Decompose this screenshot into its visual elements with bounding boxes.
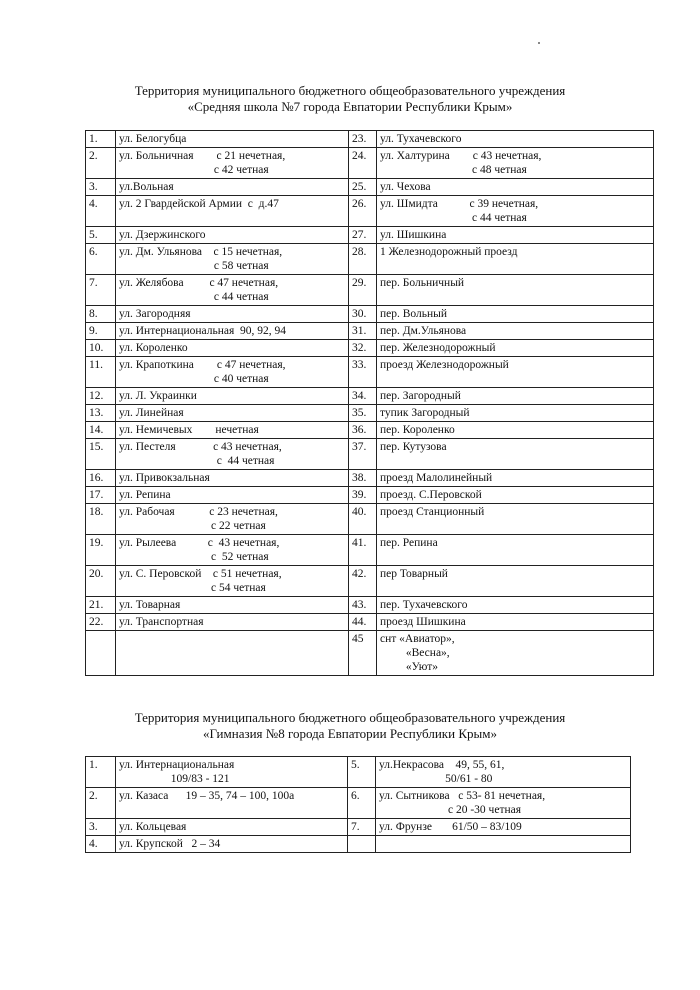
street-right-text: пер. Железнодорожный bbox=[380, 342, 496, 354]
street-right bbox=[377, 227, 654, 244]
street-right-text: проезд Малолинейный bbox=[380, 472, 493, 484]
row-number-left-text: 3. bbox=[89, 181, 98, 193]
row-number-right-text: 41. bbox=[352, 537, 367, 549]
street-right-text: пер. Короленко bbox=[380, 424, 455, 436]
street-left bbox=[116, 227, 349, 244]
row-number-right-text: 24. bbox=[352, 150, 367, 162]
street-right-text: ул. Сытникова с 53- 81 нечетная, с 20 -30 четная bbox=[379, 790, 546, 816]
row-number-left bbox=[86, 196, 116, 227]
street-right bbox=[377, 196, 654, 227]
street-right bbox=[377, 244, 654, 275]
gymnasium8-table-body bbox=[86, 757, 631, 853]
table-row bbox=[86, 244, 654, 275]
street-left-text: ул. Загородняя bbox=[119, 308, 191, 320]
street-right-text: проезд Станционный bbox=[380, 506, 485, 518]
street-right-text: проезд Железнодорожный bbox=[380, 359, 509, 371]
street-left bbox=[116, 487, 349, 504]
table-row bbox=[86, 227, 654, 244]
street-right-text: пер. Вольный bbox=[380, 308, 448, 320]
street-right-text: тупик Загородный bbox=[380, 407, 470, 419]
street-right-text: ул. Шишкина bbox=[380, 229, 447, 241]
row-number-right bbox=[348, 757, 376, 788]
street-right bbox=[377, 535, 654, 566]
street-left bbox=[116, 131, 349, 148]
row-number-right-text: 29. bbox=[352, 277, 367, 289]
street-left-text: ул. Желябова с 47 нечетная, с 44 четная bbox=[119, 277, 279, 303]
table-row bbox=[86, 836, 631, 853]
street-left bbox=[116, 244, 349, 275]
row-number-right bbox=[348, 836, 376, 853]
row-number-left bbox=[86, 614, 116, 631]
row-number-left bbox=[86, 422, 116, 439]
row-number-left-text: 5. bbox=[89, 229, 98, 241]
street-right bbox=[377, 405, 654, 422]
street-left-text: ул. Интернациональная 90, 92, 94 bbox=[119, 325, 287, 337]
table-row bbox=[86, 196, 654, 227]
street-right bbox=[377, 275, 654, 306]
row-number-right bbox=[349, 131, 377, 148]
street-right bbox=[377, 614, 654, 631]
row-number-right-text: 26. bbox=[352, 198, 367, 210]
street-right bbox=[377, 357, 654, 388]
table-row bbox=[86, 614, 654, 631]
street-left bbox=[116, 405, 349, 422]
row-number-left bbox=[86, 227, 116, 244]
row-number-left-text: 1. bbox=[89, 759, 98, 771]
row-number-left bbox=[86, 819, 116, 836]
street-left-text: ул. Крапоткина с 47 нечетная, с 40 четная bbox=[119, 359, 286, 385]
street-right bbox=[376, 788, 631, 819]
row-number-right bbox=[349, 388, 377, 405]
row-number-left bbox=[86, 535, 116, 566]
street-left-text: ул. Кольцевая bbox=[119, 821, 187, 833]
table-row bbox=[86, 597, 654, 614]
table-row bbox=[86, 340, 654, 357]
street-right bbox=[377, 306, 654, 323]
row-number-right-text: 31. bbox=[352, 325, 367, 337]
street-right-text: ул. Фрунзе 61/50 – 83/109 bbox=[379, 821, 522, 833]
row-number-right-text: 43. bbox=[352, 599, 367, 611]
street-left bbox=[116, 306, 349, 323]
row-number-right-text: 33. bbox=[352, 359, 367, 371]
street-left bbox=[116, 388, 349, 405]
street-left bbox=[116, 614, 349, 631]
scan-speck bbox=[538, 42, 540, 44]
row-number-left bbox=[86, 131, 116, 148]
row-number-left-text: 21. bbox=[89, 599, 104, 611]
street-left-text: ул. Пестеля с 43 нечетная, с 44 четная bbox=[119, 441, 282, 467]
table-row bbox=[86, 131, 654, 148]
row-number-right bbox=[349, 631, 377, 676]
row-number-right bbox=[349, 340, 377, 357]
street-right bbox=[377, 487, 654, 504]
row-number-left bbox=[86, 405, 116, 422]
street-right bbox=[377, 597, 654, 614]
street-left bbox=[116, 757, 348, 788]
row-number-right-text: 45 bbox=[352, 633, 364, 645]
row-number-left bbox=[86, 179, 116, 196]
row-number-left-text: 6. bbox=[89, 246, 98, 258]
street-left-text: ул. Казаса 19 – 35, 74 – 100, 100а bbox=[119, 790, 295, 802]
row-number-right-text: 40. bbox=[352, 506, 367, 518]
row-number-left-text: 17. bbox=[89, 489, 104, 501]
table-row bbox=[86, 535, 654, 566]
table-row bbox=[86, 487, 654, 504]
street-left-text: ул. Дзержинского bbox=[119, 229, 206, 241]
table-row bbox=[86, 439, 654, 470]
row-number-left-text: 7. bbox=[89, 277, 98, 289]
street-right bbox=[377, 148, 654, 179]
street-right-text: ул. Шмидта с 39 нечетная, с 44 четная bbox=[380, 198, 539, 224]
gymnasium8-heading bbox=[0, 710, 700, 742]
row-number-left bbox=[86, 487, 116, 504]
table-row bbox=[86, 422, 654, 439]
row-number-right-text: 32. bbox=[352, 342, 367, 354]
row-number-right bbox=[349, 614, 377, 631]
gymnasium8-territory-table bbox=[85, 756, 631, 853]
row-number-left bbox=[86, 148, 116, 179]
school7-table-body bbox=[86, 131, 654, 676]
street-left-text: ул. Крупской 2 – 34 bbox=[119, 838, 221, 850]
row-number-left bbox=[86, 504, 116, 535]
row-number-right bbox=[348, 819, 376, 836]
street-left bbox=[116, 340, 349, 357]
row-number-left bbox=[86, 836, 116, 853]
street-right bbox=[377, 470, 654, 487]
row-number-left-text: 8. bbox=[89, 308, 98, 320]
row-number-left bbox=[86, 340, 116, 357]
street-left bbox=[116, 196, 349, 227]
row-number-left-text: 11. bbox=[89, 359, 103, 371]
row-number-left bbox=[86, 357, 116, 388]
street-right-text: проезд. С.Перовской bbox=[380, 489, 482, 501]
row-number-left bbox=[86, 757, 116, 788]
street-left-text: ул. Линейная bbox=[119, 407, 184, 419]
street-left bbox=[116, 275, 349, 306]
street-left-text: ул. Короленко bbox=[119, 342, 188, 354]
row-number-left bbox=[86, 323, 116, 340]
street-right-text: ул. Чехова bbox=[380, 181, 431, 193]
street-right bbox=[376, 757, 631, 788]
table-row bbox=[86, 788, 631, 819]
row-number-right-text: 39. bbox=[352, 489, 367, 501]
street-right bbox=[377, 340, 654, 357]
row-number-right-text: 34. bbox=[352, 390, 367, 402]
row-number-right bbox=[349, 535, 377, 566]
row-number-left-text: 19. bbox=[89, 537, 104, 549]
table-row bbox=[86, 819, 631, 836]
row-number-right bbox=[349, 597, 377, 614]
row-number-right-text: 36. bbox=[352, 424, 367, 436]
street-right bbox=[377, 388, 654, 405]
row-number-left bbox=[86, 597, 116, 614]
row-number-right bbox=[349, 196, 377, 227]
row-number-left bbox=[86, 439, 116, 470]
gymnasium8-title-line1: Территория муниципального бюджетного общеобразовательного учреждения bbox=[134, 710, 566, 725]
row-number-right bbox=[349, 439, 377, 470]
street-right-text: проезд Шишкина bbox=[380, 616, 466, 628]
street-right-text: пер. Тухачевского bbox=[380, 599, 468, 611]
table-row bbox=[86, 757, 631, 788]
street-right bbox=[377, 179, 654, 196]
street-right-text: пер. Дм.Ульянова bbox=[380, 325, 467, 337]
row-number-left-text: 2. bbox=[89, 150, 98, 162]
street-right bbox=[377, 323, 654, 340]
street-right-text: пер. Кутузова bbox=[380, 441, 447, 453]
row-number-left bbox=[86, 388, 116, 405]
street-left-text: ул. Белогубца bbox=[119, 133, 187, 145]
row-number-left-text: 1. bbox=[89, 133, 98, 145]
table-row bbox=[86, 388, 654, 405]
street-left bbox=[116, 597, 349, 614]
row-number-right bbox=[349, 504, 377, 535]
table-row bbox=[86, 306, 654, 323]
table-row bbox=[86, 323, 654, 340]
row-number-right-text: 28. bbox=[352, 246, 367, 258]
street-right bbox=[377, 504, 654, 535]
street-right bbox=[377, 631, 654, 676]
row-number-left-text: 16. bbox=[89, 472, 104, 484]
street-right bbox=[376, 819, 631, 836]
row-number-left bbox=[86, 306, 116, 323]
row-number-left-text: 15. bbox=[89, 441, 104, 453]
street-right-text: снт «Авиатор», «Весна», «Уют» bbox=[380, 633, 455, 673]
row-number-right-text: 27. bbox=[352, 229, 367, 241]
row-number-left bbox=[86, 566, 116, 597]
street-left-text: ул. Л. Украинки bbox=[119, 390, 197, 402]
street-right-text: пер. Больничный bbox=[380, 277, 465, 289]
row-number-right-text: 30. bbox=[352, 308, 367, 320]
street-left-text: ул.Вольная bbox=[119, 181, 174, 193]
row-number-left-text: 9. bbox=[89, 325, 98, 337]
street-left-text: ул. С. Перовской с 51 нечетная, с 54 четная bbox=[119, 568, 282, 594]
row-number-right-text: 5. bbox=[351, 759, 360, 771]
table-row bbox=[86, 566, 654, 597]
row-number-right bbox=[349, 487, 377, 504]
street-left-text: ул. Репина bbox=[119, 489, 171, 501]
street-left-text: ул. Немичевых нечетная bbox=[119, 424, 259, 436]
table-row bbox=[86, 470, 654, 487]
school7-title-line2: «Средняя школа №7 города Евпатории Республики Крым» bbox=[187, 99, 513, 114]
street-left bbox=[116, 535, 349, 566]
street-left bbox=[116, 631, 349, 676]
row-number-right bbox=[349, 148, 377, 179]
street-left-text: ул. Транспортная bbox=[119, 616, 204, 628]
street-left bbox=[116, 836, 348, 853]
table-row bbox=[86, 631, 654, 676]
street-right-text: ул. Халтурина с 43 нечетная, с 48 четная bbox=[380, 150, 542, 176]
row-number-right-text: 37. bbox=[352, 441, 367, 453]
row-number-right bbox=[349, 405, 377, 422]
row-number-left-text: 20. bbox=[89, 568, 104, 580]
street-left bbox=[116, 470, 349, 487]
row-number-left-text: 14. bbox=[89, 424, 104, 436]
row-number-left-text: 22. bbox=[89, 616, 104, 628]
row-number-left-text: 4. bbox=[89, 838, 98, 850]
row-number-left bbox=[86, 275, 116, 306]
table-row bbox=[86, 275, 654, 306]
row-number-right-text: 35. bbox=[352, 407, 367, 419]
street-left-text: ул. Товарная bbox=[119, 599, 181, 611]
street-left bbox=[116, 422, 349, 439]
row-number-left-text: 12. bbox=[89, 390, 104, 402]
row-number-right bbox=[349, 306, 377, 323]
street-left-text: ул. Привокзальная bbox=[119, 472, 210, 484]
row-number-left bbox=[86, 470, 116, 487]
row-number-right bbox=[349, 244, 377, 275]
street-left bbox=[116, 179, 349, 196]
school7-territory-table bbox=[85, 130, 654, 676]
street-left bbox=[116, 819, 348, 836]
street-right-text: пер. Репина bbox=[380, 537, 438, 549]
table-row bbox=[86, 179, 654, 196]
row-number-left-text: 18. bbox=[89, 506, 104, 518]
row-number-left bbox=[86, 631, 116, 676]
street-right-text: пер Товарный bbox=[380, 568, 448, 580]
school7-heading bbox=[0, 83, 700, 115]
row-number-right-text: 6. bbox=[351, 790, 360, 802]
row-number-left-text: 10. bbox=[89, 342, 104, 354]
street-left bbox=[116, 357, 349, 388]
street-left bbox=[116, 323, 349, 340]
gymnasium8-title-line2: «Гимназия №8 города Евпатории Республики Крым» bbox=[203, 726, 497, 741]
street-left bbox=[116, 504, 349, 535]
street-left-text: ул. Рылеева с 43 нечетная, с 52 четная bbox=[119, 537, 280, 563]
street-left-text: ул. Интернациональная 109/83 - 121 bbox=[119, 759, 235, 785]
street-left bbox=[116, 566, 349, 597]
street-right-text: пер. Загородный bbox=[380, 390, 461, 402]
row-number-right bbox=[349, 227, 377, 244]
street-right bbox=[377, 566, 654, 597]
street-left-text: ул. Больничная с 21 нечетная, с 42 четная bbox=[119, 150, 286, 176]
row-number-right-text: 7. bbox=[351, 821, 360, 833]
row-number-left-text: 4. bbox=[89, 198, 98, 210]
street-left bbox=[116, 148, 349, 179]
table-row bbox=[86, 357, 654, 388]
row-number-right-text: 25. bbox=[352, 181, 367, 193]
row-number-right bbox=[349, 470, 377, 487]
row-number-right-text: 42. bbox=[352, 568, 367, 580]
table-row bbox=[86, 504, 654, 535]
row-number-left bbox=[86, 244, 116, 275]
street-left-text: ул. Дм. Ульянова с 15 нечетная, с 58 четная bbox=[119, 246, 283, 272]
row-number-right bbox=[349, 275, 377, 306]
street-left bbox=[116, 439, 349, 470]
street-left bbox=[116, 788, 348, 819]
row-number-right-text: 38. bbox=[352, 472, 367, 484]
street-right bbox=[376, 836, 631, 853]
street-right bbox=[377, 131, 654, 148]
row-number-right bbox=[349, 179, 377, 196]
table-row bbox=[86, 148, 654, 179]
row-number-right bbox=[349, 357, 377, 388]
row-number-right bbox=[349, 422, 377, 439]
row-number-left-text: 13. bbox=[89, 407, 104, 419]
row-number-right-text: 23. bbox=[352, 133, 367, 145]
row-number-right bbox=[348, 788, 376, 819]
row-number-left bbox=[86, 788, 116, 819]
street-right-text: ул. Тухачевского bbox=[380, 133, 462, 145]
street-left-text: ул. 2 Гвардейской Армии с д.47 bbox=[119, 198, 279, 210]
row-number-right-text: 44. bbox=[352, 616, 367, 628]
school7-title-line1: Территория муниципального бюджетного общеобразовательного учреждения bbox=[134, 83, 566, 98]
row-number-left-text: 2. bbox=[89, 790, 98, 802]
row-number-right bbox=[349, 323, 377, 340]
table-row bbox=[86, 405, 654, 422]
row-number-right bbox=[349, 566, 377, 597]
street-right bbox=[377, 422, 654, 439]
street-right bbox=[377, 439, 654, 470]
row-number-left-text: 3. bbox=[89, 821, 98, 833]
street-right-text: 1 Железнодорожный проезд bbox=[380, 246, 518, 258]
street-right-text: ул.Некрасова 49, 55, 61, 50/61 - 80 bbox=[379, 759, 505, 785]
street-left-text: ул. Рабочая с 23 нечетная, с 22 четная bbox=[119, 506, 278, 532]
